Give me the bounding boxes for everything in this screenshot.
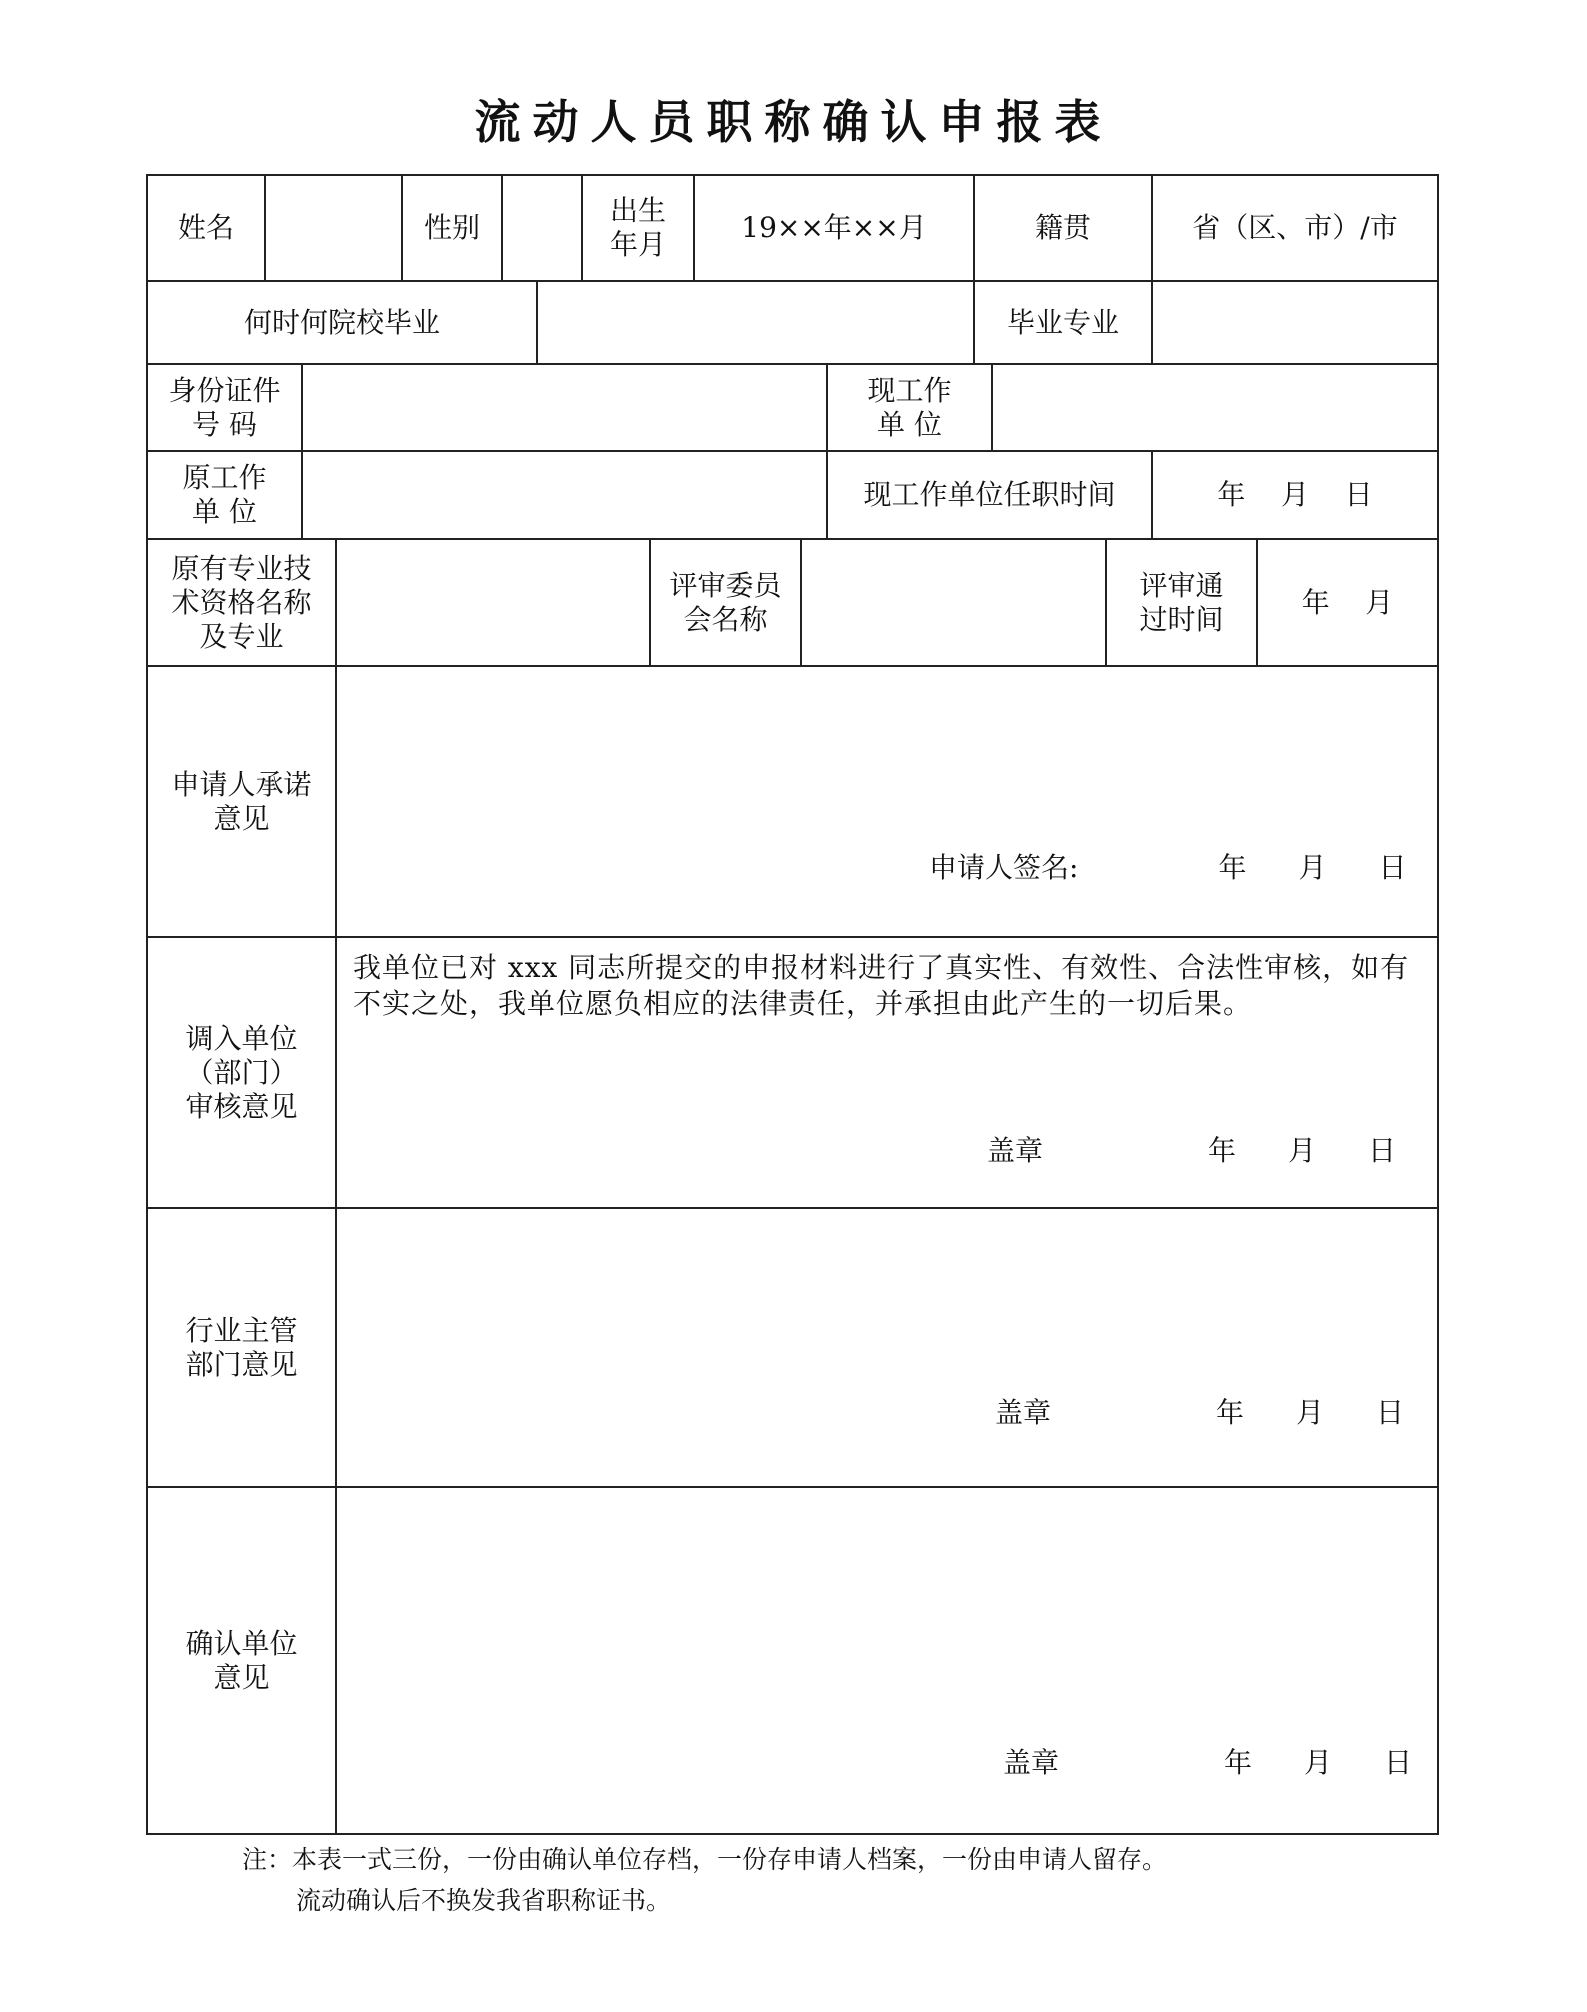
qualification-field[interactable] <box>337 540 651 665</box>
gender-label: 性别 <box>403 176 503 280</box>
industry-review-area[interactable] <box>337 1209 1437 1486</box>
current-unit-label: 现工作 单 位 <box>828 365 993 450</box>
gender-field[interactable] <box>503 176 583 280</box>
year-label: 年 <box>1218 851 1247 884</box>
row-former-unit <box>148 452 1437 540</box>
committee-field[interactable] <box>802 540 1107 665</box>
confirm-review-area[interactable] <box>337 1488 1437 1833</box>
unit-review-area[interactable] <box>337 938 1437 1207</box>
note-line-1: 注：本表一式三份，一份由确认单位存档，一份存申请人档案，一份由申请人留存。 <box>242 1845 1168 1874</box>
day-label: 日 <box>1378 851 1407 884</box>
seal-label: 盖章 <box>995 1396 1052 1429</box>
year-label: 年 <box>1216 1396 1245 1429</box>
applicant-signature-line <box>929 851 1406 885</box>
row-education <box>148 282 1437 365</box>
graduation-school-label: 何时何院校毕业 <box>148 282 538 363</box>
row-applicant-commitment <box>148 667 1437 938</box>
month-label: 月 <box>1304 1746 1333 1779</box>
month-label: 月 <box>1296 1396 1325 1429</box>
year-label: 年 <box>1224 1746 1253 1779</box>
graduation-school-field[interactable] <box>538 282 975 363</box>
tenure-date-field[interactable]: 年 月 日 <box>1217 478 1373 511</box>
former-unit-field[interactable] <box>303 452 828 538</box>
row-basic-info <box>148 176 1437 282</box>
confirm-seal-line <box>1003 1746 1412 1780</box>
month-label: 月 <box>1288 1134 1317 1167</box>
day-label: 日 <box>1376 1396 1405 1429</box>
year-label: 年 <box>1208 1134 1237 1167</box>
unit-seal-line <box>987 1134 1396 1168</box>
name-field[interactable] <box>266 176 403 280</box>
native-place-label: 籍贯 <box>975 176 1153 280</box>
committee-label: 评审委员 会名称 <box>651 540 802 665</box>
seal-label: 盖章 <box>1003 1746 1060 1779</box>
note-line-2: 流动确认后不换发我省职称证书。 <box>296 1886 672 1915</box>
id-number-field[interactable] <box>303 365 828 450</box>
signature-label: 申请人签名: <box>929 851 1079 884</box>
id-number-label: 身份证件 号 码 <box>148 365 303 450</box>
qualification-label: 原有专业技 术资格名称 及专业 <box>148 540 337 665</box>
commitment-label: 申请人承诺 意见 <box>148 667 337 936</box>
day-label: 日 <box>1384 1746 1413 1779</box>
birth-label: 出生 年月 <box>583 176 695 280</box>
row-unit-review <box>148 938 1437 1209</box>
current-unit-field[interactable] <box>993 365 1437 450</box>
major-field[interactable] <box>1153 282 1437 363</box>
unit-review-statement: 我单位已对 xxx 同志所提交的申报材料进行了真实性、有效性、合法性审核，如有不实之处，我单位愿负相应的法律责任，并承担由此产生的一切后果。 <box>353 951 1410 1020</box>
pass-time-label: 评审通 过时间 <box>1107 540 1258 665</box>
tenure-time-label: 现工作单位任职时间 <box>828 452 1153 538</box>
row-confirm-review <box>148 1488 1437 1833</box>
unit-review-label: 调入单位 （部门） 审核意见 <box>148 938 337 1207</box>
month-label: 月 <box>1298 851 1327 884</box>
industry-seal-line <box>995 1396 1404 1430</box>
confirm-review-label: 确认单位 意见 <box>148 1488 337 1833</box>
day-label: 日 <box>1368 1134 1397 1167</box>
native-place-field[interactable]: 省（区、市）/市 <box>1192 211 1398 244</box>
seal-label: 盖章 <box>987 1134 1044 1167</box>
row-qualification <box>148 540 1437 667</box>
row-id-and-unit <box>148 365 1437 452</box>
former-unit-label: 原工作 单 位 <box>148 452 303 538</box>
page-title: 流动人员职称确认申报表 <box>474 95 1113 149</box>
name-label: 姓名 <box>148 176 266 280</box>
major-label: 毕业专业 <box>975 282 1153 363</box>
industry-review-label: 行业主管 部门意见 <box>148 1209 337 1486</box>
birth-field[interactable]: 19××年××月 <box>695 176 975 280</box>
commitment-area[interactable] <box>337 667 1437 936</box>
application-form-table <box>146 174 1439 1835</box>
pass-date-field[interactable]: 年 月 <box>1301 585 1394 619</box>
row-industry-review <box>148 1209 1437 1488</box>
